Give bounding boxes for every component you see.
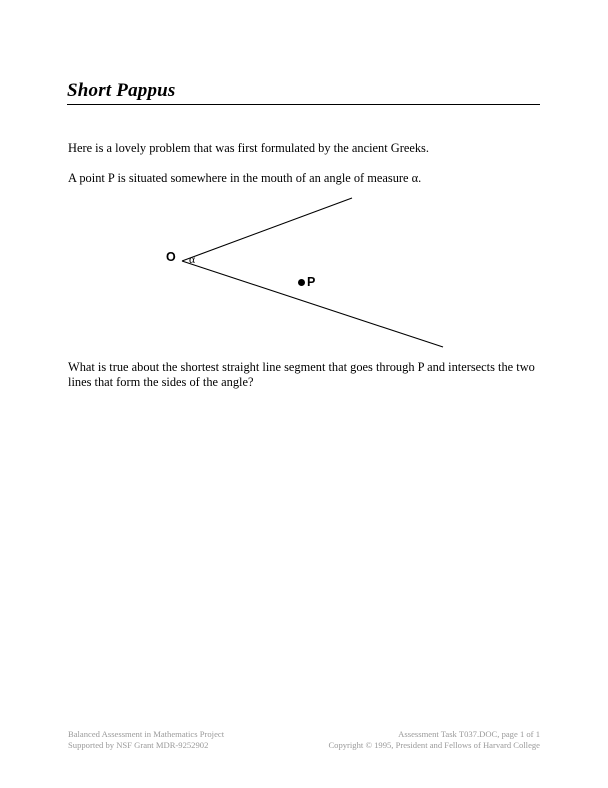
upper-ray-line	[182, 198, 352, 261]
page-footer	[68, 729, 540, 750]
point-p-marker	[298, 279, 305, 286]
vertex-label-o: O	[166, 250, 176, 264]
page-title-block	[67, 80, 540, 105]
footer-right-column	[328, 729, 540, 750]
footer-grant-line: Supported by NSF Grant MDR-9252902	[68, 739, 209, 750]
footer-project-line: Balanced Assessment in Mathematics Project	[68, 729, 225, 739]
footer-copyright-line: Copyright © 1995, President and Fellows of Harvard College	[328, 739, 540, 750]
footer-task-id-line: Assessment Task T037.DOC, page 1 of 1	[398, 729, 540, 739]
intro-paragraph: Here is a lovely problem that was first formulated by the ancient Greeks.	[68, 141, 429, 155]
angle-diagram	[150, 188, 470, 360]
lower-ray-line	[182, 261, 443, 347]
point-statement-paragraph: A point P is situated somewhere in the mouth of an angle of measure α.	[68, 171, 422, 185]
angle-measure-label-alpha: α	[189, 254, 196, 266]
title-underline-rule	[67, 104, 540, 105]
angle-diagram-svg	[150, 188, 470, 360]
footer-left-column	[68, 729, 224, 750]
point-label-p: P	[307, 275, 316, 289]
page-title: Short Pappus	[67, 80, 176, 101]
question-paragraph: What is true about the shortest straight line segment that goes through P and intersects the two lines that form the sides of the angle?	[68, 360, 535, 389]
